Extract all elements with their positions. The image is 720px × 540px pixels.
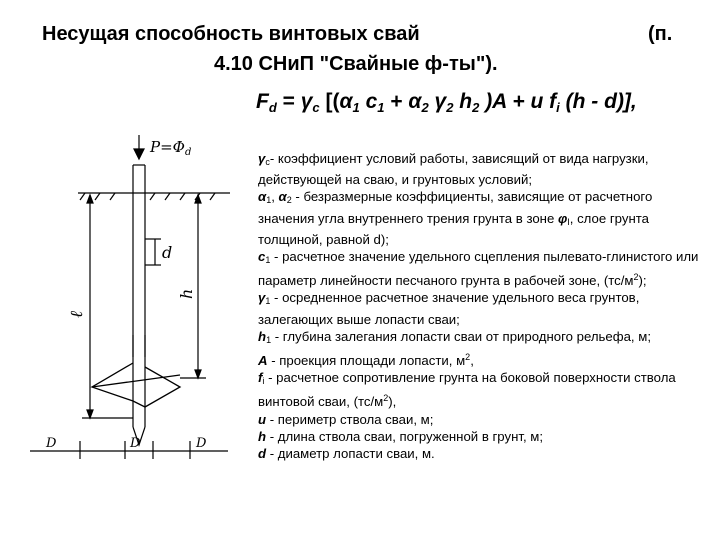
legend-item-alpha: $\alpha_1$, $\alpha_2$ - безразмерные коэффициенты, зависящие от расчетного значения угла внутреннего трения грунта в зоне $\varphi_I$, слое грунта толщиной, равной d); [258,189,653,247]
h-dimension [180,195,206,378]
legend-item-gamma-c: $\gamma_c-$ коэффициент условий работы, зависящий от вида нагрузки, действующей на сваю, и грунтовых условий; [258,151,649,188]
symbols-legend [258,150,710,462]
legend-item-h1: $h_1$ - глубина залегания лопасти сваи от природного рельефа, м; [258,328,651,345]
legend-item-c1: $c_1$ - расчетное значение удельного сцепления пылевато-глинистого или параметр линейности песчаного грунта в рабочей зоне, $(тс/м^2)$; [258,249,699,289]
screw-pile-diagram [30,135,255,470]
load-arrow-head [134,149,144,159]
legend-item-a: A - проекция площади лопасти, $м^2$, [258,352,474,369]
ground-hatch [80,193,215,200]
legend-item-d: d - диаметр лопасти сваи, м. [258,446,435,462]
pile-shaft [133,165,145,427]
legend-item-u: u - периметр ствола сваи, м; [258,411,434,427]
h-label: h [177,288,196,299]
title-reference: 4.10 СНиП "Свайные ф-ты"). [214,53,498,75]
title-reference-open: (п. [648,23,673,45]
d-label: d [162,243,173,262]
legend-item-fi: $f_i$ - расчетное сопротивление грунта на боковой поверхности ствола винтовой сваи, $(тс/м^2)$, [258,370,676,410]
d-dimension [145,239,161,265]
page-title: Несущая способность винтовых свай [42,23,420,45]
bottom-d-label-center: D [130,436,141,451]
bottom-d-label-right: D [196,436,207,451]
bearing-capacity-formula: $F_d = \gamma_c$ [($\alpha_1$ $c_1 + \alpha_2$ $\gamma_2$ $h_2$ )A + u $f_i$ (h - d)], [256,90,637,115]
helix-blade [92,363,180,407]
bottom-d-label-left: D [46,436,57,451]
legend-item-gamma1: $\gamma_1$ - осредненное расчетное значение удельного веса грунтов, залегающих выше лопасти сваи; [258,290,640,327]
l-label: ℓ [67,310,87,318]
load-label: $P=\Phi_d$ [150,138,192,158]
legend-item-h: h - длина ствола сваи, погруженной в грунт, м; [258,428,544,444]
